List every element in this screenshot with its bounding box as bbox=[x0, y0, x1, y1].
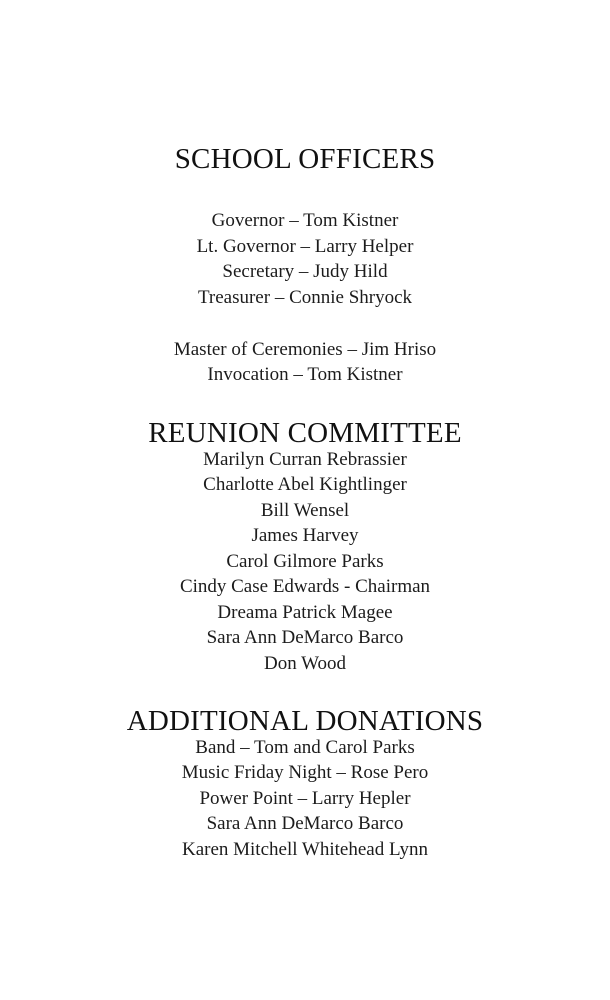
committee-member: Dreama Patrick Magee bbox=[217, 602, 393, 623]
donation-entry: Band – Tom and Carol Parks bbox=[195, 737, 415, 758]
officer-entry: Treasurer – Connie Shryock bbox=[197, 287, 413, 308]
committee-member: Cindy Case Edwards - Chairman bbox=[179, 576, 431, 597]
ceremony-entry: Master of Ceremonies – Jim Hriso bbox=[173, 339, 437, 360]
ceremony-entry: Invocation – Tom Kistner bbox=[207, 364, 403, 385]
reunion-committee-heading: REUNION COMMITTEE bbox=[148, 417, 462, 449]
committee-member: Sara Ann DeMarco Barco bbox=[206, 627, 404, 648]
school-officers-heading: SCHOOL OFFICERS bbox=[174, 143, 436, 175]
committee-member: Don Wood bbox=[263, 653, 347, 674]
committee-member: Charlotte Abel Kightlinger bbox=[203, 474, 407, 495]
officer-entry: Governor – Tom Kistner bbox=[211, 210, 399, 231]
committee-member: James Harvey bbox=[251, 525, 359, 546]
committee-member: Bill Wensel bbox=[260, 500, 350, 521]
committee-member: Carol Gilmore Parks bbox=[226, 551, 384, 572]
donation-entry: Power Point – Larry Hepler bbox=[199, 788, 411, 809]
committee-member: Marilyn Curran Rebrassier bbox=[203, 449, 407, 470]
donation-entry: Karen Mitchell Whitehead Lynn bbox=[181, 839, 429, 860]
officer-entry: Secretary – Judy Hild bbox=[222, 261, 388, 282]
donation-entry: Sara Ann DeMarco Barco bbox=[206, 813, 404, 834]
donation-entry: Music Friday Night – Rose Pero bbox=[181, 762, 429, 783]
additional-donations-heading: ADDITIONAL DONATIONS bbox=[126, 705, 484, 737]
officer-entry: Lt. Governor – Larry Helper bbox=[196, 236, 414, 257]
